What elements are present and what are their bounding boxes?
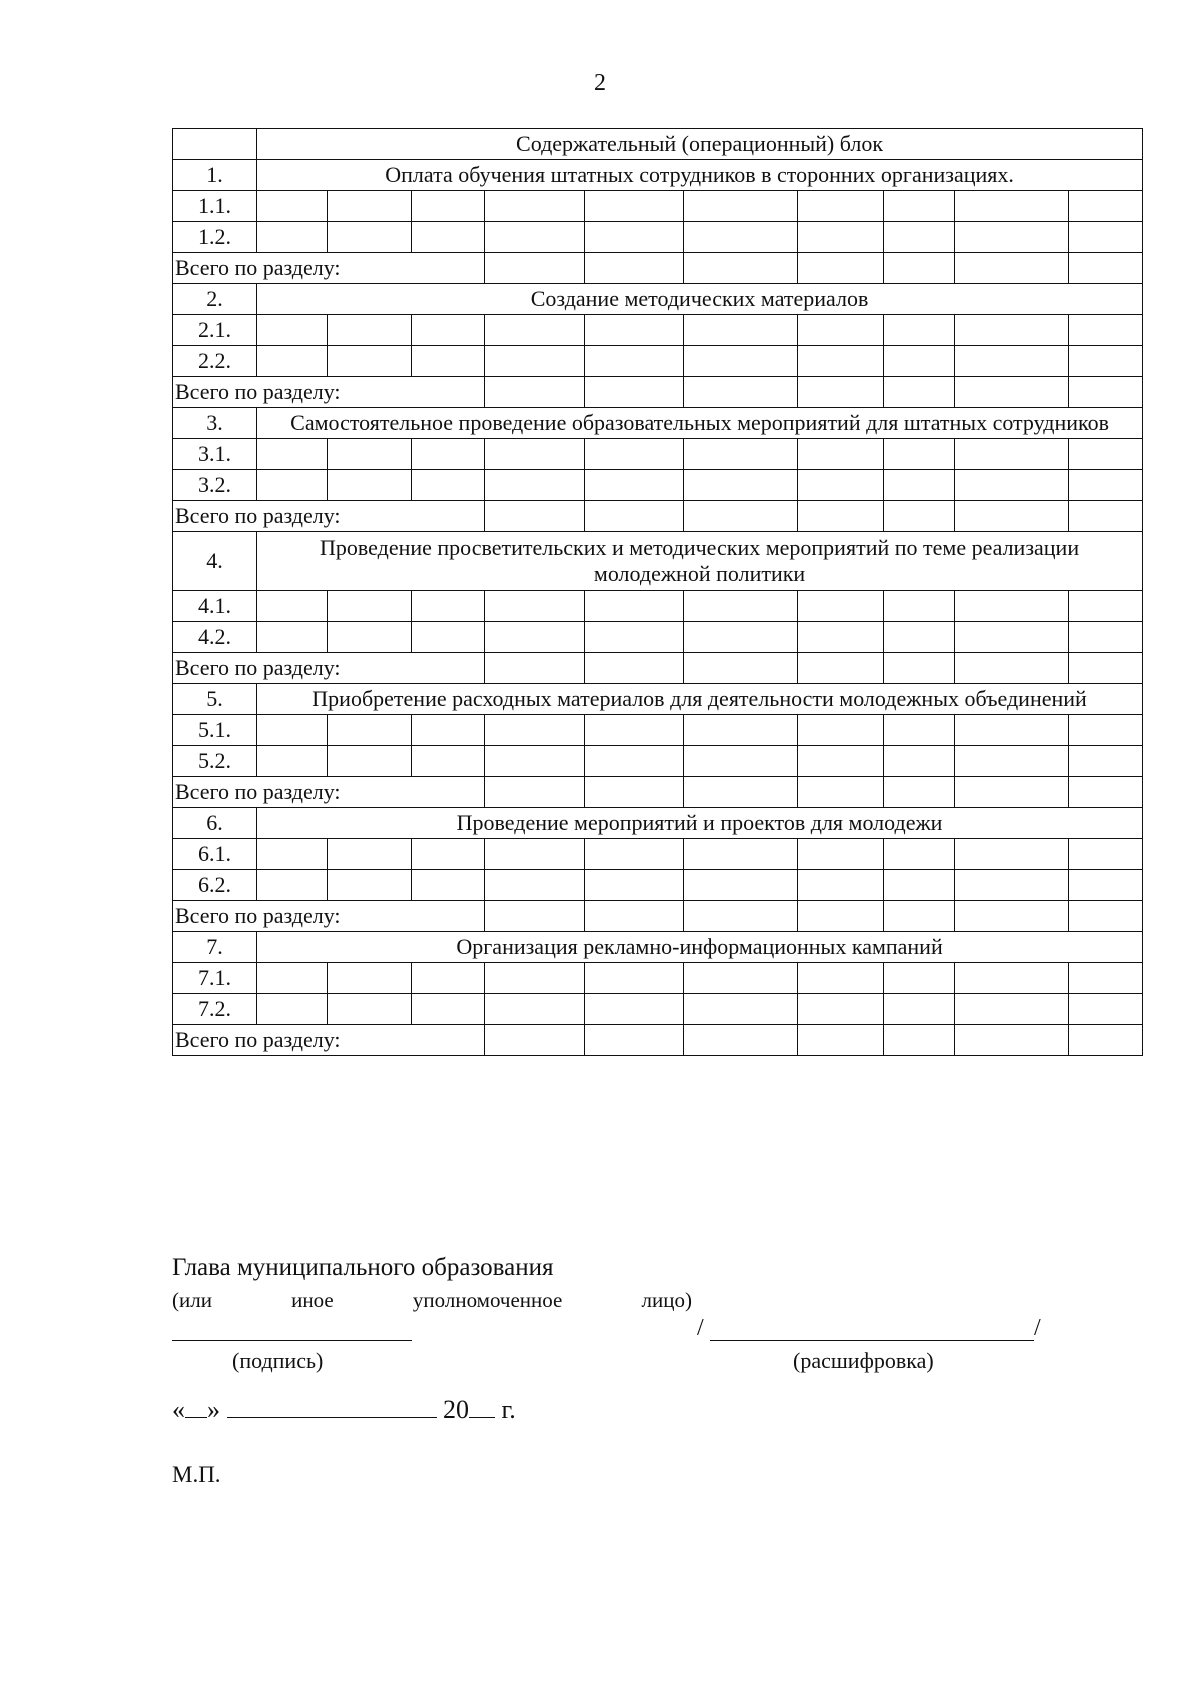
empty-cell[interactable] [585, 470, 684, 501]
section-total-row [173, 777, 1143, 808]
total-cell[interactable] [684, 777, 798, 808]
empty-cell[interactable] [412, 839, 485, 870]
item-number: 6.1. [173, 839, 257, 870]
empty-cell[interactable] [955, 715, 1069, 746]
total-cell[interactable] [884, 253, 955, 284]
section-title: Приобретение расходных материалов для деятельности молодежных объединений [257, 684, 1143, 715]
empty-cell[interactable] [257, 346, 328, 377]
item-number: 1.1. [173, 191, 257, 222]
empty-cell[interactable] [884, 870, 955, 901]
total-cell[interactable] [884, 901, 955, 932]
empty-cell[interactable] [684, 963, 798, 994]
total-cell[interactable] [585, 901, 684, 932]
section-total-row [173, 377, 1143, 408]
empty-cell[interactable] [485, 963, 585, 994]
empty-cell[interactable] [798, 746, 884, 777]
empty-cell[interactable] [585, 346, 684, 377]
empty-cell[interactable] [955, 591, 1069, 622]
empty-cell[interactable] [585, 222, 684, 253]
empty-cell[interactable] [485, 746, 585, 777]
item-row [173, 346, 1143, 377]
item-number: 3.1. [173, 439, 257, 470]
empty-cell[interactable] [257, 839, 328, 870]
empty-cell[interactable] [585, 591, 684, 622]
empty-cell[interactable] [585, 994, 684, 1025]
section-row [173, 160, 1143, 191]
empty-cell[interactable] [798, 622, 884, 653]
signatory-subtitle-word: (или [172, 1288, 212, 1312]
total-cell[interactable] [1069, 377, 1143, 408]
empty-cell[interactable] [884, 963, 955, 994]
empty-cell[interactable] [485, 191, 585, 222]
decoding-close-slash: / [1034, 1315, 1041, 1341]
section-title: Организация рекламно-информационных кампаний [257, 932, 1143, 963]
empty-cell[interactable] [328, 346, 412, 377]
total-cell[interactable] [485, 253, 585, 284]
empty-cell[interactable] [412, 191, 485, 222]
item-number: 7.1. [173, 963, 257, 994]
empty-cell[interactable] [684, 470, 798, 501]
empty-cell[interactable] [798, 191, 884, 222]
empty-cell[interactable] [257, 715, 328, 746]
total-cell[interactable] [684, 501, 798, 532]
item-row [173, 591, 1143, 622]
empty-cell[interactable] [798, 346, 884, 377]
total-cell[interactable] [485, 1025, 585, 1056]
empty-cell[interactable] [412, 470, 485, 501]
page-number: 2 [594, 70, 606, 96]
total-cell[interactable] [798, 501, 884, 532]
item-row [173, 870, 1143, 901]
empty-cell[interactable] [485, 222, 585, 253]
item-row [173, 315, 1143, 346]
total-cell[interactable] [1069, 1025, 1143, 1056]
item-number: 2.1. [173, 315, 257, 346]
empty-cell[interactable] [955, 963, 1069, 994]
total-label: Всего по разделу: [173, 377, 485, 408]
empty-cell[interactable] [257, 746, 328, 777]
total-cell[interactable] [485, 501, 585, 532]
item-row [173, 470, 1143, 501]
total-cell[interactable] [585, 377, 684, 408]
total-cell[interactable] [798, 777, 884, 808]
total-cell[interactable] [884, 501, 955, 532]
empty-cell[interactable] [585, 963, 684, 994]
total-cell[interactable] [798, 253, 884, 284]
empty-cell[interactable] [585, 870, 684, 901]
total-label: Всего по разделу: [173, 901, 485, 932]
empty-cell[interactable] [412, 346, 485, 377]
empty-cell[interactable] [485, 622, 585, 653]
total-label: Всего по разделу: [173, 653, 485, 684]
empty-cell[interactable] [1069, 191, 1143, 222]
section-title: Самостоятельное проведение образовательных мероприятий для штатных сотрудников [257, 408, 1143, 439]
total-cell[interactable] [798, 901, 884, 932]
budget-table [172, 128, 1143, 1056]
empty-cell[interactable] [257, 191, 328, 222]
empty-cell[interactable] [412, 963, 485, 994]
empty-cell[interactable] [328, 746, 412, 777]
empty-cell[interactable] [684, 439, 798, 470]
empty-cell[interactable] [328, 622, 412, 653]
empty-cell[interactable] [585, 315, 684, 346]
total-cell[interactable] [485, 653, 585, 684]
empty-cell[interactable] [412, 994, 485, 1025]
empty-cell[interactable] [955, 222, 1069, 253]
section-row [173, 284, 1143, 315]
section-total-row [173, 501, 1143, 532]
section-number: 6. [173, 808, 257, 839]
total-label: Всего по разделу: [173, 1025, 485, 1056]
empty-cell[interactable] [884, 470, 955, 501]
decoding-open-slash: / [697, 1315, 704, 1341]
total-cell[interactable] [485, 377, 585, 408]
empty-cell[interactable] [684, 715, 798, 746]
empty-cell[interactable] [485, 315, 585, 346]
item-row [173, 839, 1143, 870]
empty-cell[interactable] [257, 591, 328, 622]
empty-cell[interactable] [884, 315, 955, 346]
empty-cell[interactable] [585, 191, 684, 222]
item-number: 7.2. [173, 994, 257, 1025]
empty-cell[interactable] [1069, 994, 1143, 1025]
total-label: Всего по разделу: [173, 501, 485, 532]
total-cell[interactable] [798, 377, 884, 408]
empty-cell[interactable] [798, 470, 884, 501]
empty-cell[interactable] [585, 715, 684, 746]
empty-cell[interactable] [585, 622, 684, 653]
section-row [173, 808, 1143, 839]
total-label: Всего по разделу: [173, 253, 485, 284]
empty-cell[interactable] [412, 622, 485, 653]
empty-cell[interactable] [328, 439, 412, 470]
section-row [173, 408, 1143, 439]
empty-cell[interactable] [1069, 963, 1143, 994]
empty-cell[interactable] [328, 591, 412, 622]
empty-cell[interactable] [585, 439, 684, 470]
total-cell[interactable] [485, 901, 585, 932]
total-cell[interactable] [884, 377, 955, 408]
empty-cell[interactable] [1069, 315, 1143, 346]
total-cell[interactable] [585, 1025, 684, 1056]
item-row [173, 994, 1143, 1025]
empty-cell[interactable] [884, 439, 955, 470]
total-cell[interactable] [684, 901, 798, 932]
empty-cell[interactable] [684, 870, 798, 901]
empty-cell[interactable] [1069, 470, 1143, 501]
empty-cell[interactable] [585, 839, 684, 870]
empty-cell[interactable] [955, 346, 1069, 377]
empty-cell[interactable] [257, 994, 328, 1025]
total-cell[interactable] [798, 653, 884, 684]
empty-cell[interactable] [485, 839, 585, 870]
total-cell[interactable] [585, 653, 684, 684]
empty-cell[interactable] [412, 439, 485, 470]
total-cell[interactable] [684, 377, 798, 408]
signature-line[interactable] [172, 1340, 412, 1341]
total-cell[interactable] [955, 777, 1069, 808]
empty-cell[interactable] [884, 994, 955, 1025]
empty-cell[interactable] [1069, 622, 1143, 653]
section-number: 3. [173, 408, 257, 439]
empty-cell[interactable] [684, 315, 798, 346]
total-label: Всего по разделу: [173, 777, 485, 808]
signatory-subtitle-word: уполномоченное [412, 1288, 563, 1312]
empty-cell[interactable] [955, 315, 1069, 346]
empty-cell[interactable] [485, 715, 585, 746]
total-cell[interactable] [884, 653, 955, 684]
section-number: 7. [173, 932, 257, 963]
empty-cell[interactable] [1069, 746, 1143, 777]
section-number: 5. [173, 684, 257, 715]
empty-cell[interactable] [257, 870, 328, 901]
empty-cell[interactable] [1069, 591, 1143, 622]
item-row [173, 746, 1143, 777]
empty-cell[interactable] [485, 346, 585, 377]
year-blank[interactable] [469, 1393, 495, 1418]
total-cell[interactable] [1069, 901, 1143, 932]
empty-cell[interactable] [955, 839, 1069, 870]
section-number: 2. [173, 284, 257, 315]
empty-cell[interactable] [412, 222, 485, 253]
empty-cell[interactable] [485, 470, 585, 501]
total-cell[interactable] [684, 253, 798, 284]
signature-caption: (подпись) [232, 1348, 324, 1373]
empty-cell[interactable] [684, 346, 798, 377]
empty-cell[interactable] [955, 746, 1069, 777]
decoding-line[interactable] [710, 1340, 1034, 1341]
empty-cell[interactable] [257, 315, 328, 346]
total-cell[interactable] [955, 653, 1069, 684]
empty-cell[interactable] [328, 870, 412, 901]
empty-cell[interactable] [955, 470, 1069, 501]
section-total-row [173, 901, 1143, 932]
section-title: Оплата обучения штатных сотрудников в сторонних организациях. [257, 160, 1143, 191]
empty-cell[interactable] [257, 622, 328, 653]
header-corner-cell [173, 129, 257, 160]
total-cell[interactable] [884, 777, 955, 808]
empty-cell[interactable] [884, 839, 955, 870]
item-number: 5.1. [173, 715, 257, 746]
empty-cell[interactable] [684, 591, 798, 622]
item-row [173, 222, 1143, 253]
date-row [172, 1393, 516, 1425]
empty-cell[interactable] [412, 315, 485, 346]
empty-cell[interactable] [798, 715, 884, 746]
item-row [173, 622, 1143, 653]
signatory-subtitle-word: иное [291, 1288, 334, 1312]
empty-cell[interactable] [328, 715, 412, 746]
empty-cell[interactable] [798, 870, 884, 901]
empty-cell[interactable] [798, 315, 884, 346]
table-header: Содержательный (операционный) блок [257, 129, 1143, 160]
decoding-caption: (расшифровка) [793, 1348, 934, 1373]
total-cell[interactable] [1069, 253, 1143, 284]
empty-cell[interactable] [884, 591, 955, 622]
signatory-subtitle-word: лицо) [641, 1288, 692, 1312]
empty-cell[interactable] [1069, 715, 1143, 746]
empty-cell[interactable] [328, 839, 412, 870]
empty-cell[interactable] [328, 315, 412, 346]
section-total-row [173, 653, 1143, 684]
empty-cell[interactable] [884, 715, 955, 746]
empty-cell[interactable] [798, 591, 884, 622]
empty-cell[interactable] [257, 470, 328, 501]
item-row [173, 963, 1143, 994]
total-cell[interactable] [585, 501, 684, 532]
total-cell[interactable] [884, 1025, 955, 1056]
empty-cell[interactable] [684, 994, 798, 1025]
empty-cell[interactable] [798, 222, 884, 253]
item-number: 3.2. [173, 470, 257, 501]
empty-cell[interactable] [1069, 222, 1143, 253]
total-cell[interactable] [684, 653, 798, 684]
signatory-title: Глава муниципального образования [172, 1254, 554, 1281]
empty-cell[interactable] [684, 191, 798, 222]
empty-cell[interactable] [328, 470, 412, 501]
empty-cell[interactable] [1069, 439, 1143, 470]
empty-cell[interactable] [412, 746, 485, 777]
section-number: 1. [173, 160, 257, 191]
total-cell[interactable] [485, 777, 585, 808]
item-row [173, 715, 1143, 746]
empty-cell[interactable] [485, 994, 585, 1025]
empty-cell[interactable] [328, 963, 412, 994]
year-prefix: 20 [443, 1395, 469, 1424]
total-cell[interactable] [955, 377, 1069, 408]
item-number: 4.2. [173, 622, 257, 653]
section-title: Создание методических материалов [257, 284, 1143, 315]
empty-cell[interactable] [412, 715, 485, 746]
empty-cell[interactable] [684, 839, 798, 870]
item-number: 1.2. [173, 222, 257, 253]
empty-cell[interactable] [955, 994, 1069, 1025]
total-cell[interactable] [955, 1025, 1069, 1056]
empty-cell[interactable] [412, 870, 485, 901]
empty-cell[interactable] [328, 191, 412, 222]
empty-cell[interactable] [884, 191, 955, 222]
section-title: Проведение мероприятий и проектов для молодежи [257, 808, 1143, 839]
empty-cell[interactable] [485, 591, 585, 622]
empty-cell[interactable] [1069, 346, 1143, 377]
empty-cell[interactable] [798, 439, 884, 470]
total-cell[interactable] [585, 777, 684, 808]
item-number: 2.2. [173, 346, 257, 377]
empty-cell[interactable] [585, 746, 684, 777]
total-cell[interactable] [585, 253, 684, 284]
day-blank[interactable] [185, 1393, 207, 1418]
empty-cell[interactable] [257, 963, 328, 994]
item-number: 4.1. [173, 591, 257, 622]
total-cell[interactable] [684, 1025, 798, 1056]
empty-cell[interactable] [884, 622, 955, 653]
empty-cell[interactable] [684, 222, 798, 253]
empty-cell[interactable] [955, 870, 1069, 901]
item-number: 5.2. [173, 746, 257, 777]
section-row [173, 932, 1143, 963]
empty-cell[interactable] [1069, 839, 1143, 870]
empty-cell[interactable] [684, 746, 798, 777]
empty-cell[interactable] [485, 439, 585, 470]
total-cell[interactable] [1069, 653, 1143, 684]
empty-cell[interactable] [884, 346, 955, 377]
section-title: Проведение просветительских и методических мероприятий по теме реализации молодежной политики [257, 532, 1143, 591]
empty-cell[interactable] [328, 222, 412, 253]
empty-cell[interactable] [798, 963, 884, 994]
total-cell[interactable] [1069, 501, 1143, 532]
empty-cell[interactable] [257, 439, 328, 470]
empty-cell[interactable] [955, 622, 1069, 653]
empty-cell[interactable] [257, 222, 328, 253]
empty-cell[interactable] [798, 839, 884, 870]
section-row [173, 532, 1143, 591]
section-total-row [173, 253, 1143, 284]
total-cell[interactable] [955, 253, 1069, 284]
empty-cell[interactable] [1069, 870, 1143, 901]
section-total-row [173, 1025, 1143, 1056]
empty-cell[interactable] [884, 222, 955, 253]
date-close-quote: » [207, 1395, 220, 1424]
date-open-quote: « [172, 1395, 185, 1424]
stamp-place: М.П. [172, 1462, 221, 1487]
section-number: 4. [173, 532, 257, 591]
signatory-subtitle [172, 1288, 692, 1313]
empty-cell[interactable] [328, 994, 412, 1025]
empty-cell[interactable] [955, 191, 1069, 222]
month-blank[interactable] [227, 1393, 437, 1418]
empty-cell[interactable] [684, 622, 798, 653]
item-row [173, 191, 1143, 222]
total-cell[interactable] [955, 501, 1069, 532]
total-cell[interactable] [1069, 777, 1143, 808]
empty-cell[interactable] [884, 746, 955, 777]
total-cell[interactable] [955, 901, 1069, 932]
item-row [173, 439, 1143, 470]
year-suffix: г. [501, 1395, 516, 1424]
total-cell[interactable] [798, 1025, 884, 1056]
empty-cell[interactable] [798, 994, 884, 1025]
empty-cell[interactable] [485, 870, 585, 901]
item-number: 6.2. [173, 870, 257, 901]
empty-cell[interactable] [955, 439, 1069, 470]
section-row [173, 684, 1143, 715]
empty-cell[interactable] [412, 591, 485, 622]
